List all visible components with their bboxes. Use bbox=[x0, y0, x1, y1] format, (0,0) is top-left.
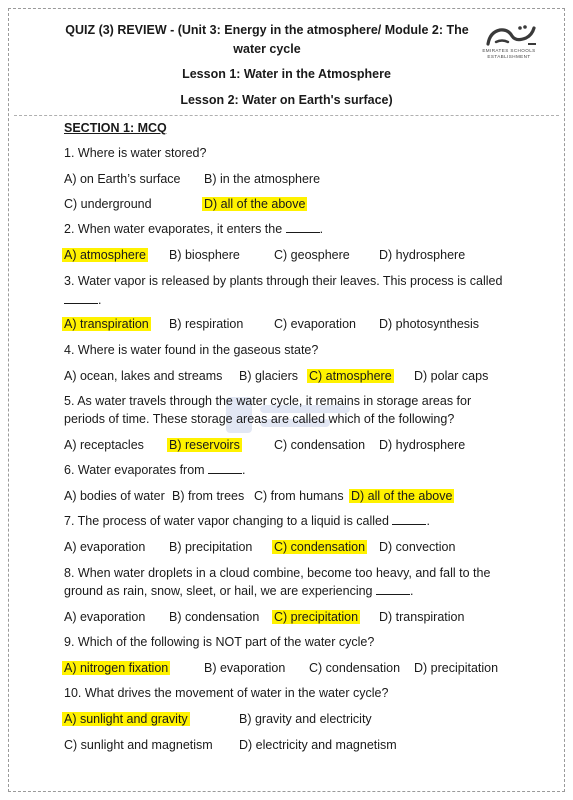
q7-option-c-answer: C) condensation bbox=[274, 540, 366, 554]
q3-blank-line bbox=[64, 291, 504, 310]
q5-option-c: C) condensation bbox=[274, 438, 366, 452]
q5-option-b-answer: B) reservoirs bbox=[169, 438, 240, 452]
q7-option-d: D) convection bbox=[379, 540, 456, 554]
q6-option-c: C) from humans bbox=[254, 489, 344, 503]
q7-text: 7. The process of water vapor changing to a liquid is called bbox=[64, 514, 393, 528]
q5-option-d: D) hydrosphere bbox=[379, 438, 466, 452]
q3-option-c: C) evaporation bbox=[274, 317, 356, 331]
section-heading: SECTION 1: MCQ bbox=[64, 121, 167, 135]
lesson-1-heading: Lesson 1: Water in the Atmosphere bbox=[182, 67, 391, 81]
q6-option-a: A) bodies of water bbox=[64, 489, 165, 503]
q6-option-d-answer: D) all of the above bbox=[351, 489, 453, 503]
q8-option-c-answer: C) precipitation bbox=[274, 610, 359, 624]
q4-option-d: D) polar caps bbox=[414, 369, 489, 383]
q3-option-d: D) photosynthesis bbox=[379, 317, 480, 331]
q7-option-a: A) evaporation bbox=[64, 540, 146, 554]
answer-blank bbox=[376, 582, 410, 595]
question-6 bbox=[64, 461, 504, 480]
q8-option-a: A) evaporation bbox=[64, 610, 146, 624]
logo-text: EMIRATES SCHOOLS ESTABLISHMENT bbox=[482, 48, 536, 59]
answer-blank bbox=[392, 512, 426, 525]
q8-option-b: B) condensation bbox=[169, 610, 260, 624]
q6-option-b: B) from trees bbox=[172, 489, 245, 503]
q2-option-d: D) hydrosphere bbox=[379, 248, 466, 262]
ese-logo bbox=[474, 22, 544, 64]
q10-option-d: D) electricity and magnetism bbox=[239, 738, 397, 752]
question-5-line-1: 5. As water travels through the water cycle, it remains in storage areas for bbox=[64, 394, 472, 408]
question-4: 4. Where is water found in the gaseous state? bbox=[64, 343, 319, 357]
q1-option-a: A) on Earth’s surface bbox=[64, 172, 181, 186]
question-9: 9. Which of the following is NOT part of the water cycle? bbox=[64, 635, 375, 649]
q9-option-d: D) precipitation bbox=[414, 661, 499, 675]
question-3: 3. Water vapor is released by plants through their leaves. This process is called bbox=[64, 274, 503, 288]
q1-option-d-answer: D) all of the above bbox=[204, 197, 306, 211]
q9-option-a-answer: A) nitrogen fixation bbox=[64, 661, 169, 675]
q6-text: 6. Water evaporates from bbox=[64, 463, 209, 477]
q2-option-a-answer: A) atmosphere bbox=[64, 248, 146, 262]
question-7 bbox=[64, 512, 504, 531]
q9-option-c: C) condensation bbox=[309, 661, 401, 675]
answer-blank bbox=[208, 461, 242, 474]
logo-mark-icon bbox=[482, 22, 538, 48]
question-10: 10. What drives the movement of water in the water cycle? bbox=[64, 686, 389, 700]
q2-punct: . bbox=[319, 222, 324, 236]
question-2 bbox=[64, 220, 504, 239]
q6-punct: . bbox=[242, 463, 246, 477]
q4-option-a: A) ocean, lakes and streams bbox=[64, 369, 223, 383]
q8-punct: . bbox=[409, 584, 414, 598]
q8-text: ground as rain, snow, sleet, or hail, we are experiencing bbox=[64, 584, 376, 598]
title-line-1: QUIZ (3) REVIEW - (Unit 3: Energy in the atmosphere/ Module 2: The bbox=[65, 23, 469, 37]
q2-option-c: C) geosphere bbox=[274, 248, 350, 262]
q1-option-b: B) in the atmosphere bbox=[204, 172, 321, 186]
question-1: 1. Where is water stored? bbox=[64, 146, 207, 160]
quiz-title bbox=[62, 21, 472, 59]
header-divider bbox=[14, 115, 559, 116]
q8-option-d: D) transpiration bbox=[379, 610, 465, 624]
q10-option-a-answer: A) sunlight and gravity bbox=[64, 712, 188, 726]
q7-option-b: B) precipitation bbox=[169, 540, 253, 554]
document-header bbox=[0, 0, 573, 120]
q2-text: 2. When water evaporates, it enters the bbox=[64, 222, 286, 236]
q2-option-b: B) biosphere bbox=[169, 248, 240, 262]
question-5-line-2: periods of time. These storage areas are called which of the following? bbox=[64, 412, 455, 426]
q3-punct: . bbox=[98, 293, 102, 307]
lesson-2-heading: Lesson 2: Water on Earth's surface) bbox=[180, 93, 393, 107]
answer-blank bbox=[64, 291, 98, 304]
q10-option-b: B) gravity and electricity bbox=[239, 712, 372, 726]
q1-option-c: C) underground bbox=[64, 197, 152, 211]
q7-punct: . bbox=[426, 514, 430, 528]
q5-option-a: A) receptacles bbox=[64, 438, 144, 452]
question-8-line-2 bbox=[64, 582, 504, 601]
q4-option-b: B) glaciers bbox=[239, 369, 299, 383]
q4-option-c-answer: C) atmosphere bbox=[309, 369, 392, 383]
q3-option-a-answer: A) transpiration bbox=[64, 317, 149, 331]
q10-option-c: C) sunlight and magnetism bbox=[64, 738, 213, 752]
title-line-2: water cycle bbox=[233, 42, 301, 56]
q9-option-b: B) evaporation bbox=[204, 661, 286, 675]
question-8-line-1: 8. When water droplets in a cloud combine, become too heavy, and fall to the bbox=[64, 566, 491, 580]
answer-blank bbox=[286, 220, 320, 233]
q3-option-b: B) respiration bbox=[169, 317, 244, 331]
